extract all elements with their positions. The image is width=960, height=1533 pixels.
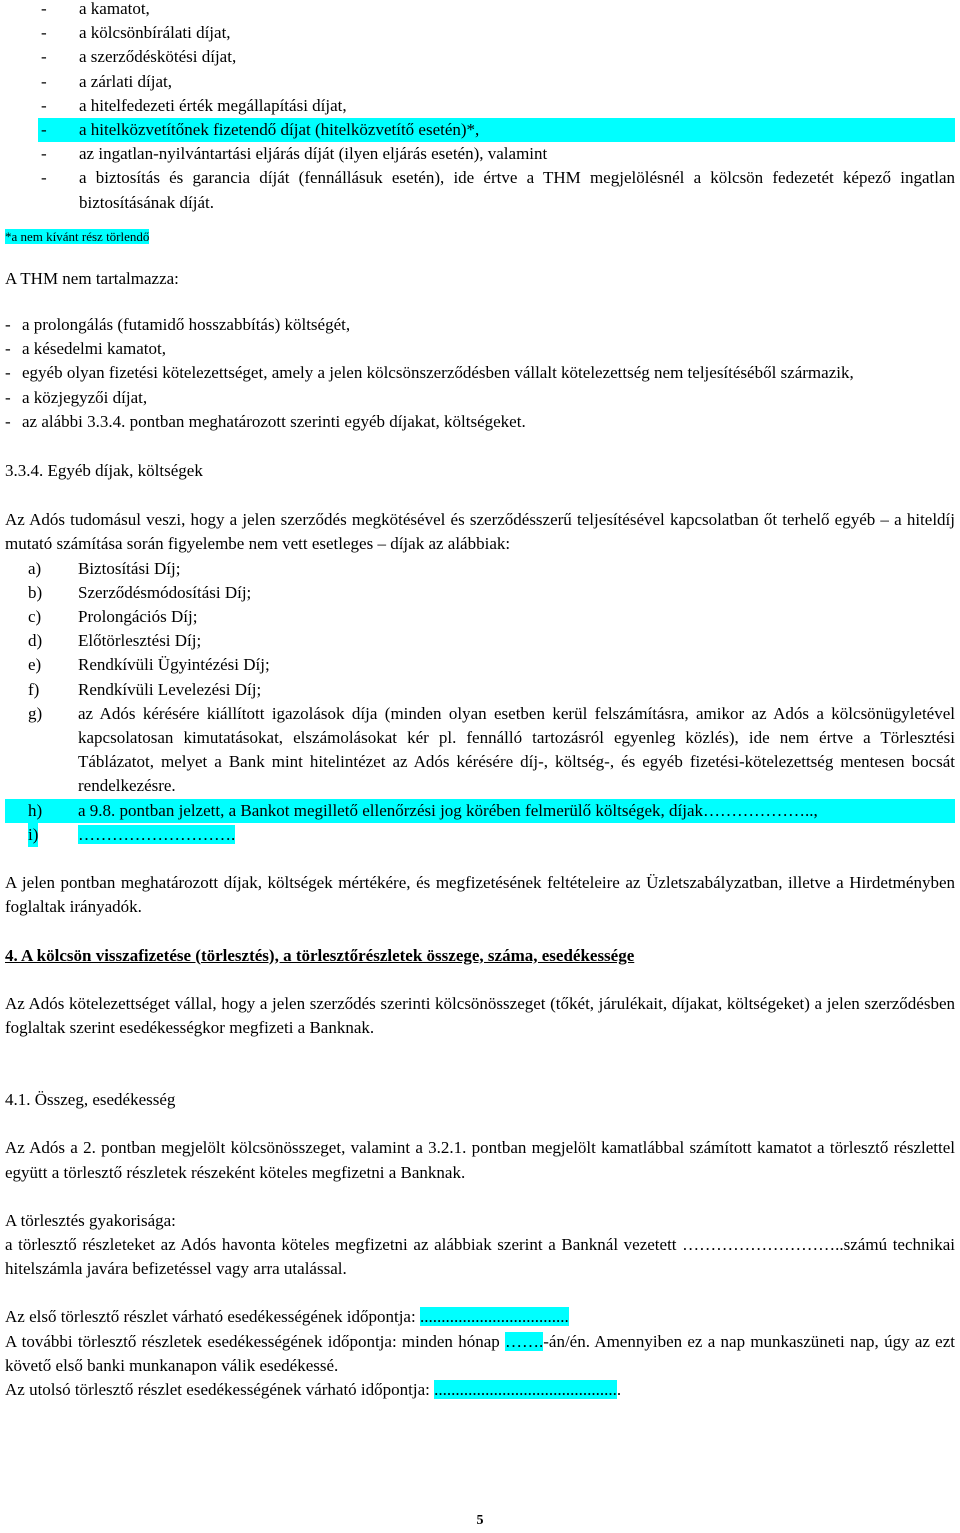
due-day-field[interactable]: ……. <box>505 1331 544 1351</box>
list-item-highlighted: h) a 9.8. pontban jelzett, a Bankot megillető ellenőrzési jog körében felmerülő költségek, díjak……………….., <box>5 799 955 823</box>
frequency-heading: A törlesztés gyakorisága: <box>5 1210 176 1230</box>
deletion-note: *a nem kívánt rész törlendő <box>5 228 150 244</box>
list-item-highlighted: - a hitelközvetítőnek fizetendő díjat (hitelközvetítő esetén)*, <box>38 118 955 142</box>
last-due-line: Az utolsó törlesztő részlet esedékességének várható időpontja: ............................................ <box>5 1379 622 1399</box>
thm-excluded-list <box>5 313 955 434</box>
list-item: d) Előtörlesztési Díj; <box>28 631 202 651</box>
list-item: - a közjegyzői díjat, <box>5 387 148 407</box>
paragraph: A jelen pontban meghatározott díjak, költségek mértékére, és megfizetésének feltételeire az Üzletszabályzatban, illetve a Hirdetményben foglaltak irányadók. <box>5 873 955 917</box>
list-item: - a biztosítás és garancia díját (fennállásuk esetén), ide értve a THM megjelölésnél a kölcsön fedezetét képező ingatlan biztosításának díját. <box>41 168 955 212</box>
fees-list <box>5 557 955 847</box>
list-item: - az ingatlan-nyilvántartási eljárás díját (ilyen eljárás esetén), valamint <box>41 144 548 164</box>
list-item: g) az Adós kérésére kiállított igazolások díja (minden olyan esetben kerül felszámításra, amikor az Adós a kölcsönügyletével kapcsolatosan kimutatásokat, elszámolásokat kér pl. fennálló tartozásról egyenleg közlés), ide nem értve a Törlesztési Táblázatot, melyet a Bank mint hitelintézet az Adós kérésére díj-, költség-, és egyéb fizetési-kötelezettség mentesen bocsát rendelkezésre. <box>28 703 955 796</box>
page-number: 5 <box>476 1513 484 1528</box>
section-heading-334: 3.3.4. Egyéb díjak, költségek <box>5 461 203 481</box>
list-item: - a kölcsönbírálati díjat, <box>41 23 231 43</box>
paragraph: Az Adós kötelezettséget vállal, hogy a jelen szerződés szerinti kölcsönösszeget (tőkét, járulékait, díjakat, költségeket) a jelen szerződésben foglaltak szerint esedékességkor megfizeti a Banknak. <box>5 993 955 1037</box>
further-due-line: A további törlesztő részletek esedékességének időpontja: minden hónap …….-án/én. Amennyiben ez a nap munkaszüneti nap, úgy az ezt követő első banki munkanapon válik esedékessé. <box>5 1331 955 1375</box>
section-heading-41: 4.1. Összeg, esedékesség <box>5 1090 176 1110</box>
list-item: b) Szerződésmódosítási Díj; <box>28 582 252 602</box>
thm-heading: A THM nem tartalmazza: <box>5 268 179 288</box>
list-item: a) Biztosítási Díj; <box>28 558 181 578</box>
list-item: f) Rendkívüli Levelezési Díj; <box>28 679 262 699</box>
list-item: - a szerződéskötési díjat, <box>41 47 237 67</box>
list-item: - a késedelmi kamatot, <box>5 339 166 359</box>
paragraph: Az Adós tudomásul veszi, hogy a jelen szerződés megkötésével és szerződésszerű teljesítésével kapcsolatban őt terhelő egyéb – a hiteldíj mutató számítása során figyelembe nem vett esetleges – díjak az alábbiak: <box>5 510 955 554</box>
section-heading-4: 4. A kölcsön visszafizetése (törlesztés), a törlesztőrészletek összege, száma, esedékessége <box>5 945 635 965</box>
paragraph: Az Adós a 2. pontban megjelölt kölcsönösszeget, valamint a 3.2.1. pontban megjelölt kamatlábbal számított kamatot a törlesztő részlettel együtt a törlesztő részletek részeként köteles megfizetni a Banknak. <box>5 1138 955 1182</box>
cost-items-list <box>5 0 955 215</box>
document-page <box>5 0 955 1402</box>
list-item: - a zárlati díjat, <box>41 71 172 91</box>
list-item-highlighted: i) ………………………. <box>5 823 955 847</box>
list-item: - a prolongálás (futamidő hosszabbítás) költségét, <box>5 315 351 335</box>
last-due-field[interactable]: ........................................... <box>434 1379 617 1399</box>
frequency-text: a törlesztő részleteket az Adós havonta köteles megfizetni az alábbiak szerint a Banknál vezetett ………………………..számú technikai hitelszámla javára befizetéssel vagy arra utalással. <box>5 1234 955 1279</box>
list-item: c) Prolongációs Díj; <box>28 607 198 627</box>
list-item: - a hitelfedezeti érték megállapítási díjat, <box>41 95 347 115</box>
first-due-line: Az első törlesztő részlet várható esedékességének időpontja: ................................... <box>5 1307 569 1327</box>
list-item: - egyéb olyan fizetési kötelezettséget, amely a jelen kölcsönszerződésben vállalt kötelezettség nem teljesítéséből származik, <box>5 363 854 383</box>
list-item: - a kamatot, <box>41 0 150 18</box>
list-item: - az alábbi 3.3.4. pontban meghatározott szerinti egyéb díjakat, költségeket. <box>5 411 526 431</box>
first-due-field[interactable]: ................................... <box>419 1307 569 1327</box>
list-item: e) Rendkívüli Ügyintézési Díj; <box>28 655 270 675</box>
